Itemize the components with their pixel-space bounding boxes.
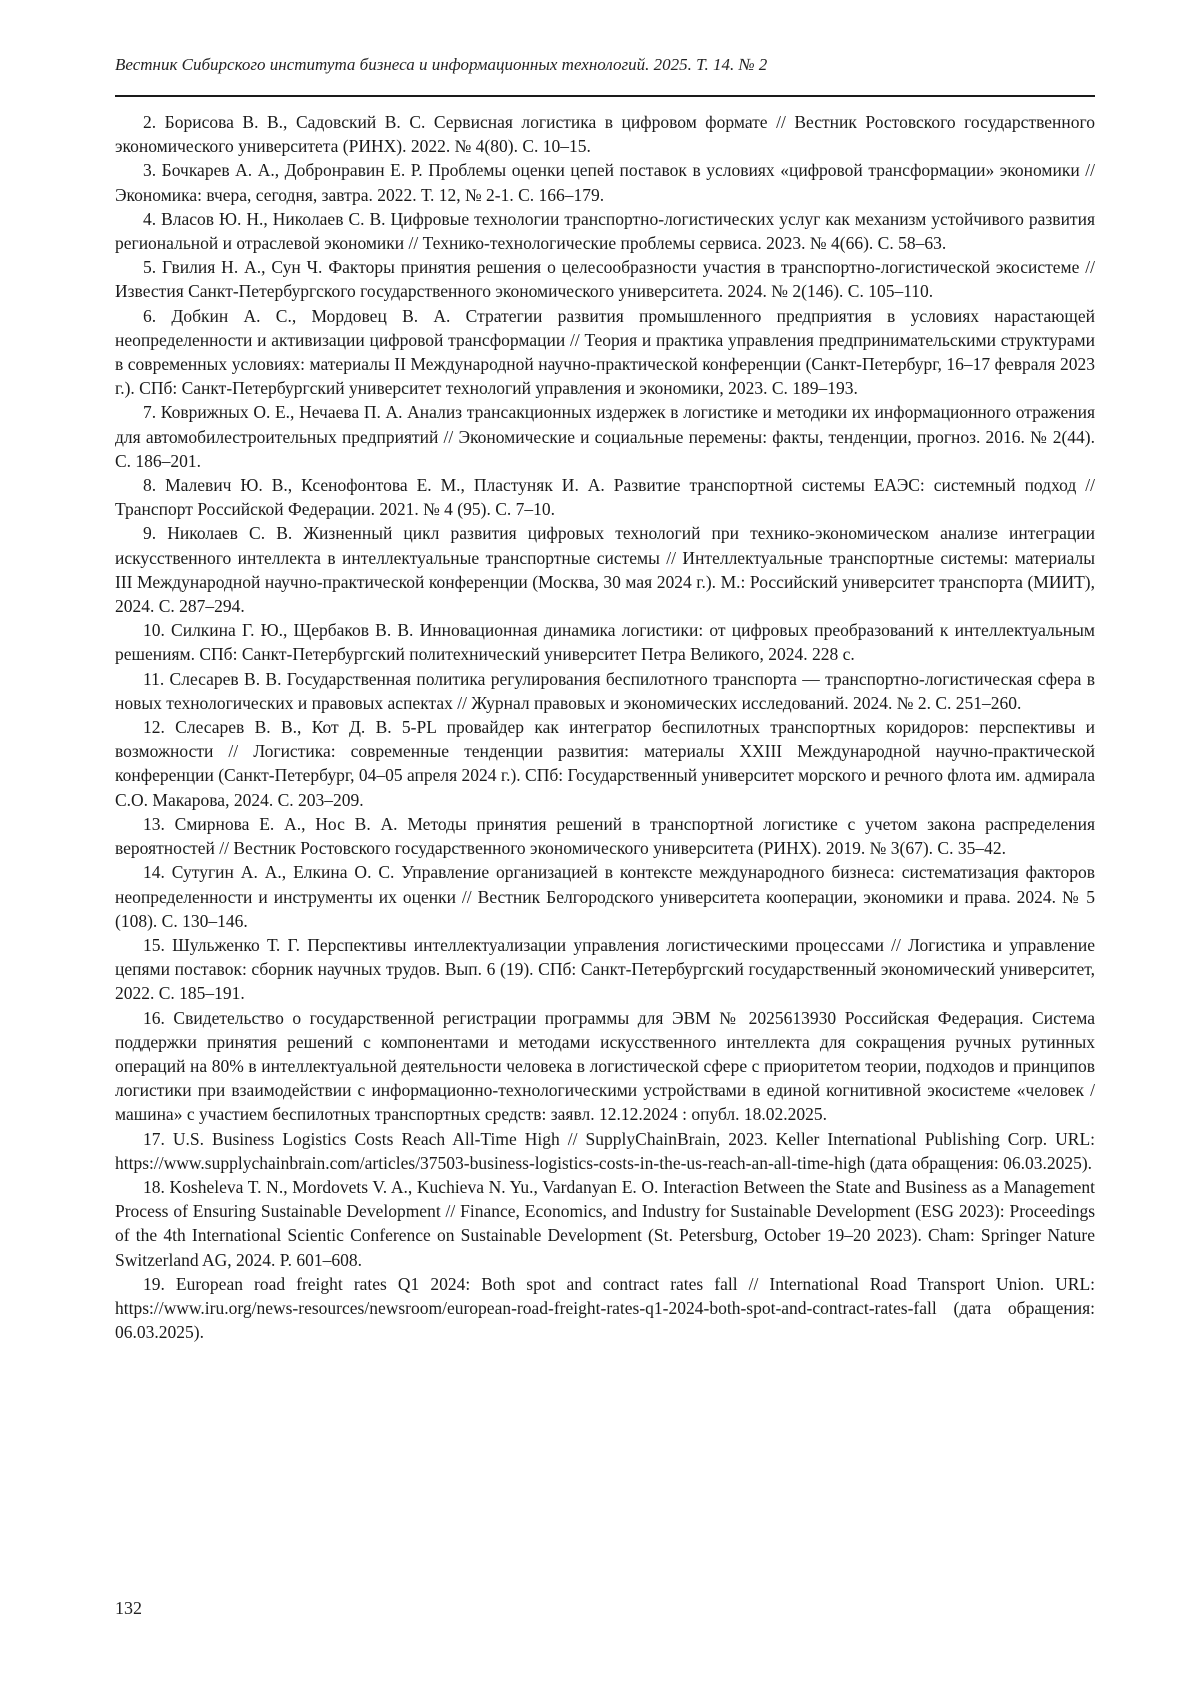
reference-item: 12. Слесарев В. В., Кот Д. В. 5-PL провайдер как интегратор беспилотных транспортных коридоров: перспективы и возможности // Логистика: современные тенденции развития: материалы XXIII Международной научно-практической конференции (Санкт-Петербург, 04–05 апреля 2024 г.). СПб: Государственный университет морского и речного флота им. адмирала С.О. Макарова, 2024. С. 203–209. — [115, 715, 1095, 812]
reference-item: 15. Шульженко Т. Г. Перспективы интеллектуализации управления логистическими процессами // Логистика и управление цепями поставок: сборник научных трудов. Вып. 6 (19). СПб: Санкт-Петербургский государственный экономический университет, 2022. С. 185–191. — [115, 933, 1095, 1006]
running-header: Вестник Сибирского института бизнеса и информационных технологий. 2025. Т. 14. № 2 — [115, 55, 1095, 75]
header-rule — [115, 95, 1095, 97]
reference-item: 6. Добкин А. С., Мордовец В. А. Стратегии развития промышленного предприятия в условиях нарастающей неопределенности и активизации цифровой трансформации // Теория и практика управления предпринимательскими структурами в современных условиях: материалы II Международной научно-практической конференции (Санкт-Петербург, 16–17 февраля 2023 г.). СПб: Санкт-Петербургский университет технологий управления и экономики, 2023. С. 189–193. — [115, 304, 1095, 401]
reference-item: 5. Гвилия Н. А., Сун Ч. Факторы принятия решения о целесообразности участия в транспортно-логистической экосистеме // Известия Санкт-Петербургского государственного экономического университета. 2024. № 2(146). С. 105–110. — [115, 255, 1095, 303]
reference-item: 17. U.S. Business Logistics Costs Reach All-Time High // SupplyChainBrain, 2023. Keller International Publishing Corp. URL: https://www.supplychainbrain.com/articles/37503-business-logistics-costs-in-the-us-reach-an-all-time-high (дата обращения: 06.03.2025). — [115, 1127, 1095, 1175]
reference-item: 2. Борисова В. В., Садовский В. С. Сервисная логистика в цифровом формате // Вестник Ростовского государственного экономического университета (РИНХ). 2022. № 4(80). С. 10–15. — [115, 110, 1095, 158]
reference-item: 11. Слесарев В. В. Государственная политика регулирования беспилотного транспорта — транспортно-логистическая сфера в новых технологических и правовых аспектах // Журнал правовых и экономических исследований. 2024. № 2. С. 251–260. — [115, 667, 1095, 715]
reference-item: 9. Николаев С. В. Жизненный цикл развития цифровых технологий при технико-экономическом анализе интеграции искусственного интеллекта в интеллектуальные транспортные системы // Интеллектуальные транспортные системы: материалы III Международной научно-практической конференции (Москва, 30 мая 2024 г.). М.: Российский университет транспорта (МИИТ), 2024. С. 287–294. — [115, 521, 1095, 618]
reference-list — [115, 110, 1095, 1344]
reference-item: 19. European road freight rates Q1 2024: Both spot and contract rates fall // International Road Transport Union. URL: https://www.iru.org/news-resources/newsroom/european-road-freight-rates-q1-2024-both-spot-and-contract-rates-fall (дата обращения: 06.03.2025). — [115, 1272, 1095, 1345]
reference-item: 8. Малевич Ю. В., Ксенофонтова Е. М., Пластуняк И. А. Развитие транспортной системы ЕАЭС: системный подход // Транспорт Российской Федерации. 2021. № 4 (95). С. 7–10. — [115, 473, 1095, 521]
reference-item: 4. Власов Ю. Н., Николаев С. В. Цифровые технологии транспортно-логистических услуг как механизм устойчивого развития региональной и отраслевой экономики // Технико-технологические проблемы сервиса. 2023. № 4(66). С. 58–63. — [115, 207, 1095, 255]
reference-item: 3. Бочкарев А. А., Добронравин Е. Р. Проблемы оценки цепей поставок в условиях «цифровой трансформации» экономики // Экономика: вчера, сегодня, завтра. 2022. Т. 12, № 2-1. С. 166–179. — [115, 158, 1095, 206]
reference-item: 18. Kosheleva T. N., Mordovets V. A., Kuchieva N. Yu., Vardanyan E. O. Interaction Between the State and Business as a Management Process of Ensuring Sustainable Development // Finance, Economics, and Industry for Sustainable Development (ESG 2023): Proceedings of the 4th International Scientic Conference on Sustainable Development (St. Petersburg, October 19–20 2023). Cham: Springer Nature Switzerland AG, 2024. P. 601–608. — [115, 1175, 1095, 1272]
reference-item: 10. Силкина Г. Ю., Щербаков В. В. Инновационная динамика логистики: от цифровых преобразований к интеллектуальным решениям. СПб: Санкт-Петербургский политехнический университет Петра Великого, 2024. 228 с. — [115, 618, 1095, 666]
reference-item: 7. Коврижных О. Е., Нечаева П. А. Анализ трансакционных издержек в логистике и методики их информационного отражения для автомобилестроительных предприятий // Экономические и социальные перемены: факты, тенденции, прогноз. 2016. № 2(44). С. 186–201. — [115, 400, 1095, 473]
journal-page — [0, 0, 1200, 1697]
reference-item: 14. Сутугин А. А., Елкина О. С. Управление организацией в контексте международного бизнеса: систематизация факторов неопределенности и инструменты их оценки // Вестник Белгородского университета кооперации, экономики и права. 2024. № 5 (108). С. 130–146. — [115, 860, 1095, 933]
reference-item: 13. Смирнова Е. А., Нос В. А. Методы принятия решений в транспортной логистике с учетом закона распределения вероятностей // Вестник Ростовского государственного экономического университета (РИНХ). 2019. № 3(67). С. 35–42. — [115, 812, 1095, 860]
page-number: 132 — [115, 1597, 142, 1619]
reference-item: 16. Свидетельство о государственной регистрации программы для ЭВМ № 2025613930 Российская Федерация. Система поддержки принятия решений с компонентами и методами искусственного интеллекта для сокращения ручных рутинных операций на 80% в интеллектуальной деятельности человека в логистической сфере с приоритетом теории, подходов и принципов логистики при взаимодействии с информационно-технологическими устройствами в единой когнитивной экосистеме «человек / машина» с участием беспилотных транспортных средств: заявл. 12.12.2024 : опубл. 18.02.2025. — [115, 1006, 1095, 1127]
